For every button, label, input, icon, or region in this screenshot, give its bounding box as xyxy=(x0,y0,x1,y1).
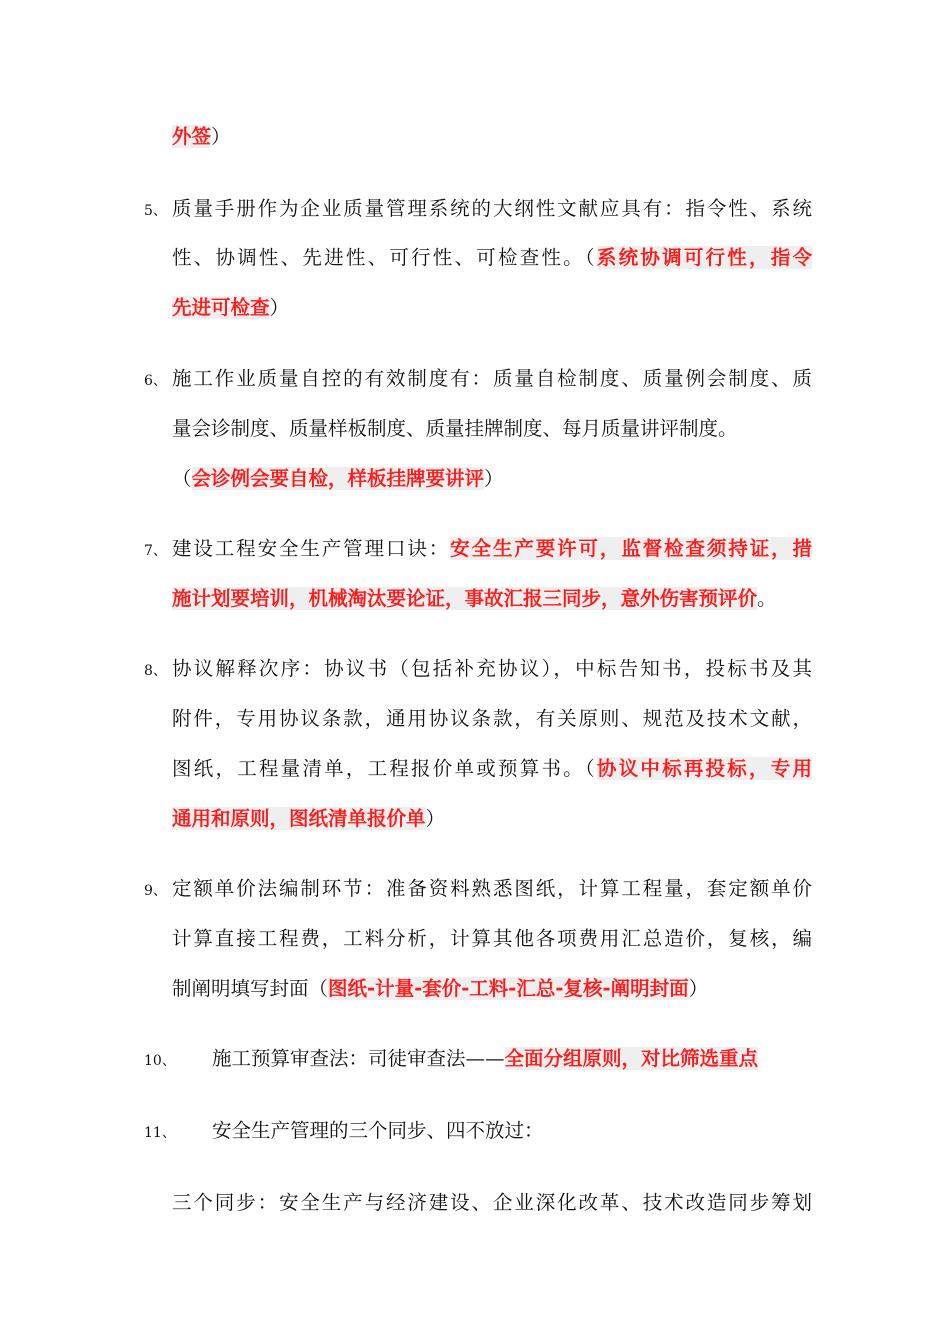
item-number-11: 11、 xyxy=(144,1125,176,1141)
line-7-2 xyxy=(172,584,812,614)
item-number-8: 8、 xyxy=(144,663,167,679)
body-text: 附件，专用协议条款，通用协议条款，有关原则、规范及技术文献， xyxy=(172,707,812,730)
body-text: 协议解释次序：协议书（包括补充协议），中标告知书，投标书及其 xyxy=(172,657,812,680)
line-cont-1 xyxy=(172,122,812,152)
item-number-9: 9、 xyxy=(144,883,167,899)
body-text: 安全生产管理的三个同步、四不放过： xyxy=(212,1119,544,1142)
body-text: ） xyxy=(425,807,446,830)
line-9-3 xyxy=(172,974,812,1004)
body-text: 。 xyxy=(757,587,777,610)
body-text: ） xyxy=(688,977,709,1000)
highlight-text: 全面分组原则，对比筛选重点 xyxy=(504,1047,759,1070)
body-text: 建设工程安全生产管理口诀： xyxy=(172,537,451,560)
item-number-6: 6、 xyxy=(144,373,167,389)
body-text: 量会诊制度、质量样板制度、质量挂牌制度、每月质量讲评制度。 xyxy=(172,417,738,440)
body-text: 计算直接工程费，工料分析，计算其他各项费用汇总造价，复核，编 xyxy=(172,927,812,950)
line-8-4 xyxy=(172,804,812,834)
line-10-1 xyxy=(212,1044,852,1074)
highlight-text: 安全生产要许可，监督检查须持证，措 xyxy=(450,537,812,560)
highlight-text: 施计划要培训，机械淘汰要论证，事故汇报三同步，意外伤害预评价 xyxy=(172,587,758,610)
line-7-1 xyxy=(172,534,812,564)
body-text: 制阐明填写封面（ xyxy=(172,977,329,1000)
line-5-3 xyxy=(172,293,812,323)
body-text: （ xyxy=(172,467,192,490)
body-text: ） xyxy=(269,296,290,319)
item-number-5: 5、 xyxy=(144,203,167,219)
body-text: ） xyxy=(211,125,231,148)
body-text: 施工预算审查法：司徒审查法—— xyxy=(212,1047,505,1070)
highlight-text: 通用和原则，图纸清单报价单 xyxy=(172,807,426,830)
highlight-text: 图纸-计量-套价-工料-汇总-复核-阐明封面 xyxy=(328,977,689,1000)
line-8-3 xyxy=(172,754,812,784)
item-number-10: 10、 xyxy=(144,1053,176,1069)
body-text: 性、协调性、先进性、可行性、可检查性。（ xyxy=(172,246,597,269)
line-6-2 xyxy=(172,414,812,444)
line-6-1 xyxy=(172,364,812,394)
highlight-text: 会诊例会要自检，样板挂牌要讲评 xyxy=(191,467,485,490)
line-5-2 xyxy=(172,243,812,273)
highlight-text: 协议中标再投标，专用 xyxy=(596,757,812,780)
line-p1-1 xyxy=(172,1188,812,1218)
highlight-text: 系统协调可行性，指令 xyxy=(596,246,812,269)
highlight-text: 外签 xyxy=(172,125,212,148)
highlight-text: 先进可检查 xyxy=(172,296,270,319)
body-text: 定额单价法编制环节：准备资料熟悉图纸，计算工程量，套定额单价 xyxy=(172,877,812,900)
line-8-1 xyxy=(172,654,812,684)
line-5-1 xyxy=(172,194,812,224)
line-9-2 xyxy=(172,924,812,954)
body-text: 图纸，工程量清单，工程报价单或预算书。（ xyxy=(172,757,597,780)
line-8-2 xyxy=(172,704,812,734)
body-text: 施工作业质量自控的有效制度有：质量自检制度、质量例会制度、质 xyxy=(172,367,812,390)
line-11-1 xyxy=(212,1116,852,1146)
body-text: ） xyxy=(484,467,504,490)
line-9-1 xyxy=(172,874,812,904)
line-6-3 xyxy=(172,464,812,494)
body-text: 三个同步：安全生产与经济建设、企业深化改革、技术改造同步筹划 xyxy=(172,1191,812,1214)
item-number-7: 7、 xyxy=(144,543,167,559)
body-text: 质量手册作为企业质量管理系统的大纲性文献应具有：指令性、系统 xyxy=(172,197,812,220)
